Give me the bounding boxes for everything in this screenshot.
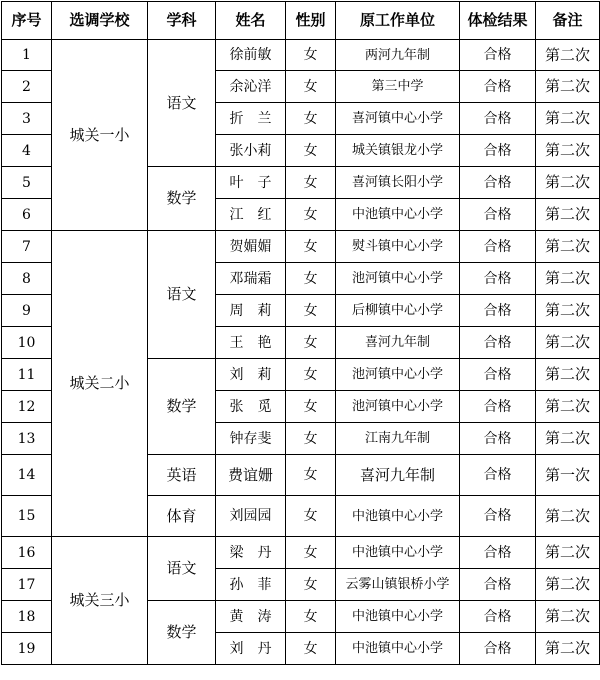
exam-result: 合格 xyxy=(460,455,536,496)
note: 第二次 xyxy=(536,537,600,569)
teacher-name: 张小莉 xyxy=(216,135,286,167)
original-unit: 熨斗镇中心小学 xyxy=(336,231,460,263)
row-no: 11 xyxy=(2,359,52,391)
exam-result: 合格 xyxy=(460,601,536,633)
note: 第二次 xyxy=(536,103,600,135)
note: 第二次 xyxy=(536,135,600,167)
note: 第二次 xyxy=(536,359,600,391)
teacher-gender: 女 xyxy=(286,569,336,601)
row-no: 14 xyxy=(2,455,52,496)
teacher-name: 黄 涛 xyxy=(216,601,286,633)
teacher-gender: 女 xyxy=(286,423,336,455)
teacher-gender: 女 xyxy=(286,455,336,496)
school-cell: 城关三小 xyxy=(52,537,148,665)
note: 第二次 xyxy=(536,569,600,601)
teacher-gender: 女 xyxy=(286,40,336,71)
exam-result: 合格 xyxy=(460,135,536,167)
exam-result: 合格 xyxy=(460,423,536,455)
teacher-gender: 女 xyxy=(286,359,336,391)
original-unit: 池河镇中心小学 xyxy=(336,391,460,423)
subject-cell: 语文 xyxy=(148,231,216,359)
original-unit: 两河九年制 xyxy=(336,40,460,71)
original-unit: 江南九年制 xyxy=(336,423,460,455)
note: 第二次 xyxy=(536,327,600,359)
original-unit: 喜河镇长阳小学 xyxy=(336,167,460,199)
exam-result: 合格 xyxy=(460,359,536,391)
teacher-name: 梁 丹 xyxy=(216,537,286,569)
transfer-teacher-table xyxy=(1,1,600,665)
exam-result: 合格 xyxy=(460,167,536,199)
note: 第二次 xyxy=(536,391,600,423)
header-no: 序号 xyxy=(2,2,52,40)
teacher-name: 邓瑞霜 xyxy=(216,263,286,295)
teacher-name: 江 红 xyxy=(216,199,286,231)
teacher-name: 王 艳 xyxy=(216,327,286,359)
note: 第二次 xyxy=(536,167,600,199)
row-no: 3 xyxy=(2,103,52,135)
note: 第一次 xyxy=(536,455,600,496)
row-no: 17 xyxy=(2,569,52,601)
row-no: 12 xyxy=(2,391,52,423)
note: 第二次 xyxy=(536,199,600,231)
teacher-name: 刘 莉 xyxy=(216,359,286,391)
row-no: 8 xyxy=(2,263,52,295)
header-unit: 原工作单位 xyxy=(336,2,460,40)
original-unit: 中池镇中心小学 xyxy=(336,199,460,231)
exam-result: 合格 xyxy=(460,295,536,327)
row-no: 9 xyxy=(2,295,52,327)
teacher-name: 余沁洋 xyxy=(216,71,286,103)
original-unit: 喜河九年制 xyxy=(336,455,460,496)
header-gender: 性别 xyxy=(286,2,336,40)
row-no: 6 xyxy=(2,199,52,231)
original-unit: 中池镇中心小学 xyxy=(336,633,460,665)
teacher-gender: 女 xyxy=(286,263,336,295)
teacher-gender: 女 xyxy=(286,391,336,423)
teacher-name: 贺媚媚 xyxy=(216,231,286,263)
subject-cell: 语文 xyxy=(148,40,216,167)
original-unit: 喜河镇中心小学 xyxy=(336,103,460,135)
teacher-gender: 女 xyxy=(286,199,336,231)
row-no: 15 xyxy=(2,496,52,537)
header-name: 姓名 xyxy=(216,2,286,40)
exam-result: 合格 xyxy=(460,496,536,537)
row-no: 4 xyxy=(2,135,52,167)
note: 第二次 xyxy=(536,263,600,295)
teacher-gender: 女 xyxy=(286,537,336,569)
table-row xyxy=(2,537,600,569)
teacher-name: 徐前敏 xyxy=(216,40,286,71)
exam-result: 合格 xyxy=(460,103,536,135)
row-no: 1 xyxy=(2,40,52,71)
teacher-name: 钟存斐 xyxy=(216,423,286,455)
original-unit: 池河镇中心小学 xyxy=(336,359,460,391)
exam-result: 合格 xyxy=(460,391,536,423)
teacher-gender: 女 xyxy=(286,71,336,103)
exam-result: 合格 xyxy=(460,71,536,103)
row-no: 16 xyxy=(2,537,52,569)
subject-cell: 数学 xyxy=(148,167,216,231)
exam-result: 合格 xyxy=(460,569,536,601)
school-cell: 城关一小 xyxy=(52,40,148,231)
school-cell: 城关二小 xyxy=(52,231,148,537)
teacher-gender: 女 xyxy=(286,231,336,263)
teacher-gender: 女 xyxy=(286,601,336,633)
teacher-gender: 女 xyxy=(286,496,336,537)
header-subject: 学科 xyxy=(148,2,216,40)
original-unit: 后柳镇中心小学 xyxy=(336,295,460,327)
exam-result: 合格 xyxy=(460,231,536,263)
original-unit: 中池镇中心小学 xyxy=(336,496,460,537)
teacher-name: 孙 菲 xyxy=(216,569,286,601)
row-no: 18 xyxy=(2,601,52,633)
original-unit: 喜河九年制 xyxy=(336,327,460,359)
note: 第二次 xyxy=(536,423,600,455)
note: 第二次 xyxy=(536,295,600,327)
teacher-name: 折 兰 xyxy=(216,103,286,135)
original-unit: 中池镇中心小学 xyxy=(336,537,460,569)
note: 第二次 xyxy=(536,496,600,537)
teacher-name: 叶 子 xyxy=(216,167,286,199)
exam-result: 合格 xyxy=(460,263,536,295)
original-unit: 第三中学 xyxy=(336,71,460,103)
header-note: 备注 xyxy=(536,2,600,40)
teacher-name: 刘 丹 xyxy=(216,633,286,665)
note: 第二次 xyxy=(536,231,600,263)
row-no: 10 xyxy=(2,327,52,359)
teacher-gender: 女 xyxy=(286,327,336,359)
note: 第二次 xyxy=(536,71,600,103)
header-school: 选调学校 xyxy=(52,2,148,40)
subject-cell: 数学 xyxy=(148,359,216,455)
row-no: 19 xyxy=(2,633,52,665)
subject-cell: 体育 xyxy=(148,496,216,537)
original-unit: 城关镇银龙小学 xyxy=(336,135,460,167)
header-result: 体检结果 xyxy=(460,2,536,40)
note: 第二次 xyxy=(536,633,600,665)
teacher-gender: 女 xyxy=(286,103,336,135)
original-unit: 中池镇中心小学 xyxy=(336,601,460,633)
teacher-name: 费谊姗 xyxy=(216,455,286,496)
subject-cell: 语文 xyxy=(148,537,216,601)
row-no: 13 xyxy=(2,423,52,455)
row-no: 7 xyxy=(2,231,52,263)
original-unit: 池河镇中心小学 xyxy=(336,263,460,295)
header-row xyxy=(2,2,600,40)
row-no: 2 xyxy=(2,71,52,103)
teacher-name: 刘园园 xyxy=(216,496,286,537)
teacher-gender: 女 xyxy=(286,135,336,167)
exam-result: 合格 xyxy=(460,537,536,569)
exam-result: 合格 xyxy=(460,633,536,665)
teacher-gender: 女 xyxy=(286,633,336,665)
note: 第二次 xyxy=(536,40,600,71)
note: 第二次 xyxy=(536,601,600,633)
exam-result: 合格 xyxy=(460,327,536,359)
subject-cell: 数学 xyxy=(148,601,216,665)
table-row xyxy=(2,231,600,263)
exam-result: 合格 xyxy=(460,199,536,231)
row-no: 5 xyxy=(2,167,52,199)
teacher-gender: 女 xyxy=(286,295,336,327)
table-row xyxy=(2,40,600,71)
subject-cell: 英语 xyxy=(148,455,216,496)
teacher-name: 周 莉 xyxy=(216,295,286,327)
original-unit: 云雾山镇银桥小学 xyxy=(336,569,460,601)
teacher-gender: 女 xyxy=(286,167,336,199)
exam-result: 合格 xyxy=(460,40,536,71)
teacher-name: 张 觅 xyxy=(216,391,286,423)
